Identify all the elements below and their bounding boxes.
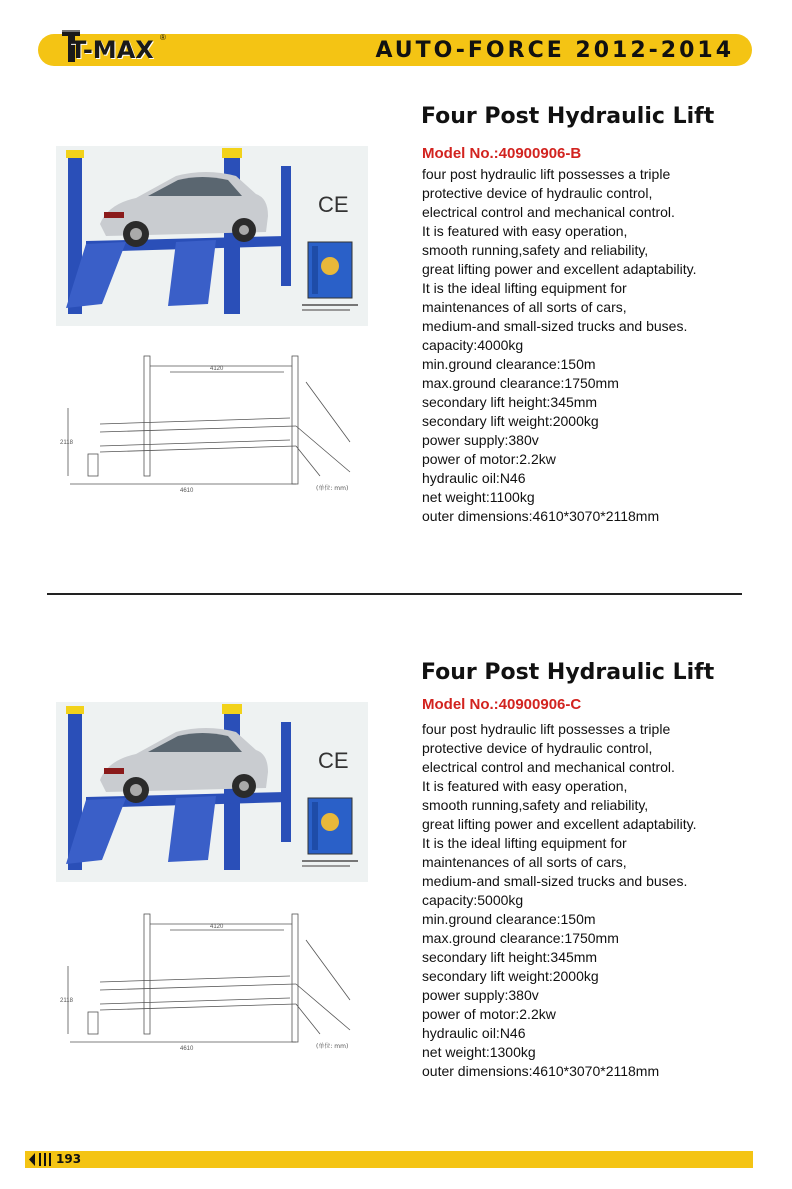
registered-mark: ® <box>160 33 166 42</box>
spec-line: great lifting power and excellent adaptability. <box>422 261 697 277</box>
lift-photo <box>56 146 368 326</box>
dimension-label: 4610 <box>180 488 194 494</box>
spec-line: It is featured with easy operation, <box>422 778 628 794</box>
spec-line: hydraulic oil:N46 <box>422 470 526 486</box>
spec-line: min.ground clearance:150m <box>422 356 596 372</box>
dimension-label: 4120 <box>210 366 224 372</box>
spec-line: capacity:4000kg <box>422 337 524 353</box>
spec-line: min.ground clearance:150m <box>422 911 596 927</box>
spec-line: secondary lift weight:2000kg <box>422 968 599 984</box>
spec-line: max.ground clearance:1750mm <box>422 930 619 946</box>
spec-line: medium-and small-sized trucks and buses. <box>422 873 688 889</box>
spec-line: secondary lift height:345mm <box>422 394 598 410</box>
spec-list <box>422 720 696 1081</box>
spec-line: protective device of hydraulic control, <box>422 185 653 201</box>
spec-line: medium-and small-sized trucks and buses. <box>422 318 688 334</box>
ce-mark: CE <box>318 192 349 217</box>
unit-label: (单位: mm) <box>316 1043 349 1050</box>
lift-photo <box>56 702 368 882</box>
dimension-label: 4120 <box>210 924 224 930</box>
brand-name: T-MAX <box>70 36 154 64</box>
control-box-icon <box>308 242 352 298</box>
spec-line: maintenances of all sorts of cars, <box>422 854 627 870</box>
spec-line: It is featured with easy operation, <box>422 223 628 239</box>
spec-line: great lifting power and excellent adaptability. <box>422 816 697 832</box>
spec-line: hydraulic oil:N46 <box>422 1025 526 1041</box>
spec-list <box>422 165 696 526</box>
spec-line: four post hydraulic lift possesses a triple <box>422 721 671 737</box>
spec-line: It is the ideal lifting equipment for <box>422 280 627 296</box>
ce-mark: CE <box>318 748 349 773</box>
page-number: 193 <box>56 1152 82 1166</box>
technical-drawing <box>60 352 370 502</box>
model-number: Model No.:40900906-B <box>422 145 582 162</box>
spec-line: four post hydraulic lift possesses a triple <box>422 166 671 182</box>
spec-line: electrical control and mechanical control. <box>422 204 675 220</box>
spec-line: capacity:5000kg <box>422 892 524 908</box>
spec-line: secondary lift height:345mm <box>422 949 598 965</box>
dimension-label: 4610 <box>180 1046 194 1052</box>
spec-line: smooth running,safety and reliability, <box>422 242 649 258</box>
spec-line: max.ground clearance:1750mm <box>422 375 619 391</box>
section-divider <box>47 593 742 595</box>
model-number: Model No.:40900906-C <box>422 696 582 713</box>
spec-line: net weight:1100kg <box>422 489 535 505</box>
catalog-title: AUTO-FORCE 2012-2014 <box>375 38 734 63</box>
product-title: Four Post Hydraulic Lift <box>421 660 715 685</box>
footer-bar <box>25 1151 753 1168</box>
spec-line: smooth running,safety and reliability, <box>422 797 649 813</box>
dimension-label: 2118 <box>60 998 73 1004</box>
spec-line: outer dimensions:4610*3070*2118mm <box>422 1063 660 1079</box>
spec-line: power supply:380v <box>422 987 539 1003</box>
spec-line: secondary lift weight:2000kg <box>422 413 599 429</box>
spec-line: It is the ideal lifting equipment for <box>422 835 627 851</box>
spec-line: outer dimensions:4610*3070*2118mm <box>422 508 660 524</box>
spec-line: net weight:1300kg <box>422 1044 536 1060</box>
spec-line: power of motor:2.2kw <box>422 451 556 467</box>
spec-line: maintenances of all sorts of cars, <box>422 299 627 315</box>
spec-line: power of motor:2.2kw <box>422 1006 556 1022</box>
spec-line: protective device of hydraulic control, <box>422 740 653 756</box>
unit-label: (单位: mm) <box>316 485 349 492</box>
dimension-label: 2118 <box>60 440 73 446</box>
control-box-icon <box>308 798 352 854</box>
product-title: Four Post Hydraulic Lift <box>421 104 715 129</box>
spec-line: electrical control and mechanical control. <box>422 759 675 775</box>
technical-drawing <box>60 910 370 1060</box>
spec-line: power supply:380v <box>422 432 539 448</box>
